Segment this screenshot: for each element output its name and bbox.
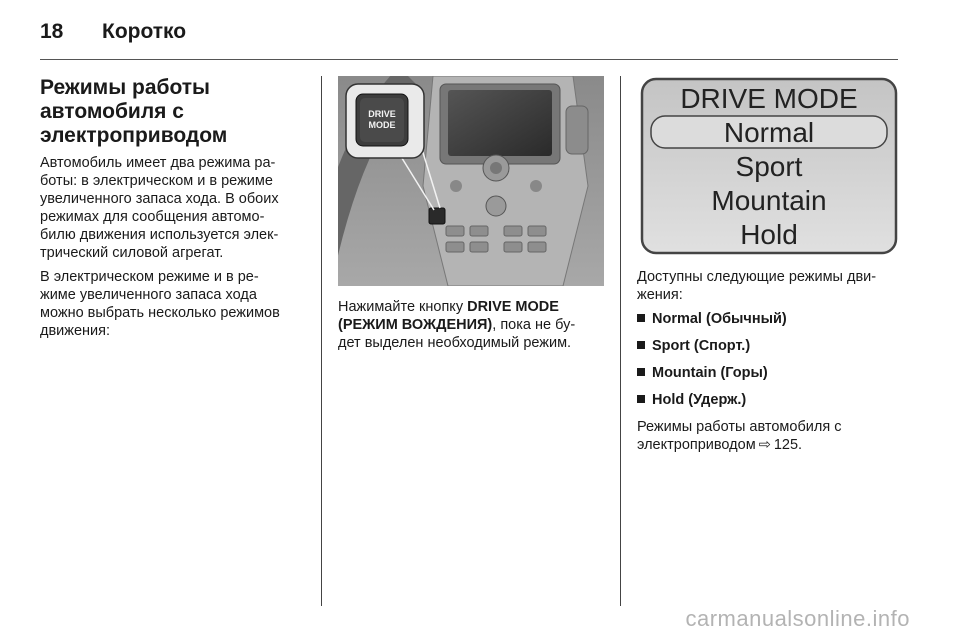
section-title-line: автомобиля с [40,100,184,123]
display-option-normal: Normal [723,117,815,148]
header-rule [40,59,898,60]
column-divider-1 [321,76,322,606]
caption-text: Нажимайте кнопку [338,299,468,315]
caption-text: , пока не бу- [492,317,576,333]
text-line: режимах для сообщения автомо- [40,209,265,225]
page-number: 18 [40,20,64,43]
bullet-icon [637,341,645,349]
bullet-icon [637,314,645,322]
caption-bold: DRIVE MODE [467,299,559,315]
display-option-hold: Hold [740,219,798,250]
section-title-line: электроприводом [40,124,228,147]
photo-caption [338,298,604,352]
modes-paragraph [40,268,308,340]
display-title: DRIVE MODE [680,83,858,114]
inset-button-label-line1: DRIVE [368,109,396,119]
display-option-sport: Sport [735,151,803,182]
cross-reference [637,418,907,454]
page-header [40,16,186,48]
list-item [637,337,907,355]
bullet-icon [637,368,645,376]
text-line: В электрическом режиме и в ре- [40,269,259,285]
mode-label: Normal (Обычный) [652,311,787,327]
text-line: Автомобиль имеет два режима ра- [40,155,276,171]
text-line: трический силовой агрегат. [40,245,224,261]
drive-mode-display [639,76,899,256]
mode-label: Mountain (Горы) [652,365,768,381]
column-3 [637,76,907,460]
watermark: carmanualsonline.info [685,606,910,631]
text-line: Доступны следующие режимы дви- [637,269,877,285]
text-line: билю движения используется элек- [40,227,279,243]
column-1 [40,76,308,346]
caption-bold: (РЕЖИМ ВОЖДЕНИЯ) [338,317,493,333]
modes-intro [637,268,907,304]
list-item [637,364,907,382]
text-line: боты: в электрическом и в режиме [40,173,273,189]
page-reference-arrow-icon: ⇨ [758,437,771,453]
mode-label: Hold (Удерж.) [652,392,747,408]
bullet-icon [637,395,645,403]
text-line: движения: [40,323,111,339]
mode-label: Sport (Спорт.) [652,338,751,354]
display-option-mountain: Mountain [711,185,827,216]
column-divider-2 [620,76,621,606]
dashboard-photo [338,76,604,286]
text-line: увеличенного запаса хода. В обоих [40,191,279,207]
text-line: жиме увеличенного запаса хода [40,287,257,303]
text-line: можно выбрать несколько режимов [40,305,280,321]
caption-text: дет выделен необходимый режим. [338,335,572,351]
text-line: электроприводом [637,437,756,453]
text-line: Режимы работы автомобиля с [637,419,842,435]
text-line: жения: [637,287,683,303]
section-title [40,76,308,148]
page-title: Коротко [102,20,187,43]
inset-button-label-line2: MODE [368,120,396,130]
list-item [637,310,907,328]
list-item [637,391,907,409]
section-title-line: Режимы работы [40,76,210,99]
intro-paragraph [40,154,308,262]
column-2 [338,76,604,358]
mode-list [637,310,907,409]
page-reference[interactable]: 125. [773,437,803,453]
